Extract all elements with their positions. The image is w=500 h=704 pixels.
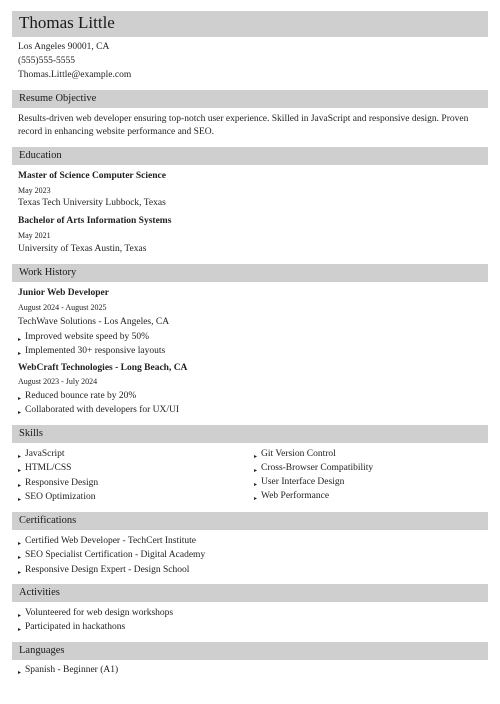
bullet-icon: ▸ [18,483,22,489]
education-date: May 2021 [18,231,51,240]
bullet-icon: ▸ [18,468,22,474]
education-date: May 2023 [18,186,51,195]
skill-text: SEO Optimization [25,492,96,502]
section-title: Activities [19,587,60,598]
section-title: Certifications [19,515,77,526]
bullet-icon: ▸ [18,410,22,416]
bullet-icon: ▸ [18,541,22,547]
education-school: Texas Tech University Lubbock, Texas [18,198,166,208]
section-header-objective [12,90,488,108]
education-degree: Bachelor of Arts Information Systems [18,216,172,226]
bullet-icon: ▸ [18,670,22,676]
skill-text: User Interface Design [261,477,345,487]
skill-text: Git Version Control [261,449,336,459]
job-title: Junior Web Developer [18,288,109,298]
bullet-icon: ▸ [18,627,22,633]
job-company: TechWave Solutions - Los Angeles, CA [18,317,170,327]
section-title: Work History [19,267,77,278]
section-header-skills [12,425,488,443]
bullet-text: Improved website speed by 50% [25,332,149,342]
section-header-certifications [12,512,488,530]
activity-text: Volunteered for web design workshops [25,608,174,618]
certification-text: Responsive Design Expert - Design School [25,565,190,575]
bullet-text: Implemented 30+ responsive layouts [25,346,166,356]
section-header-work-history [12,264,488,282]
section-title: Resume Objective [19,93,97,104]
certification-text: SEO Specialist Certification - Digital Academy [25,550,206,560]
bullet-icon: ▸ [18,555,22,561]
section-header-languages [12,642,488,660]
education-school: University of Texas Austin, Texas [18,244,147,254]
job-title: WebCraft Technologies - Long Beach, CA [18,363,188,373]
certification-text: Certified Web Developer - TechCert Institute [25,536,197,546]
bullet-icon: ▸ [254,496,258,502]
bullet-icon: ▸ [18,351,22,357]
activity-text: Participated in hackathons [25,622,126,632]
section-title: Education [19,150,62,161]
objective-text: Results-driven web developer ensuring top-notch user experience. Skilled in JavaScript and responsive design. Proven record in enhancing website performance and SEO. [18,114,469,137]
section-title: Skills [19,428,43,439]
name-header [12,11,488,37]
bullet-text: Collaborated with developers for UX/UI [25,405,180,415]
language-text: Spanish - Beginner (A1) [25,665,119,675]
bullet-icon: ▸ [18,396,22,402]
bullet-text: Reduced bounce rate by 20% [25,391,137,401]
section-header-activities [12,584,488,602]
skill-text: Cross-Browser Compatibility [261,463,374,473]
job-dates: August 2023 - July 2024 [18,377,98,386]
bullet-icon: ▸ [18,570,22,576]
skill-text: Responsive Design [25,478,99,488]
bullet-icon: ▸ [254,482,258,488]
skill-text: JavaScript [25,449,65,459]
bullet-icon: ▸ [18,613,22,619]
bullet-icon: ▸ [18,454,22,460]
bullet-icon: ▸ [18,497,22,503]
contact-email: Thomas.Little@example.com [18,70,132,80]
bullet-icon: ▸ [254,454,258,460]
skill-text: HTML/CSS [25,463,72,473]
contact-address: Los Angeles 90001, CA [18,42,110,52]
bullet-icon: ▸ [18,337,22,343]
job-dates: August 2024 - August 2025 [18,303,107,312]
section-header-education [12,147,488,165]
education-degree: Master of Science Computer Science [18,171,166,181]
section-title: Languages [19,645,65,656]
skill-text: Web Performance [261,491,330,501]
contact-phone: (555)555-5555 [18,56,75,66]
bullet-icon: ▸ [254,468,258,474]
candidate-name: Thomas Little [19,13,115,32]
